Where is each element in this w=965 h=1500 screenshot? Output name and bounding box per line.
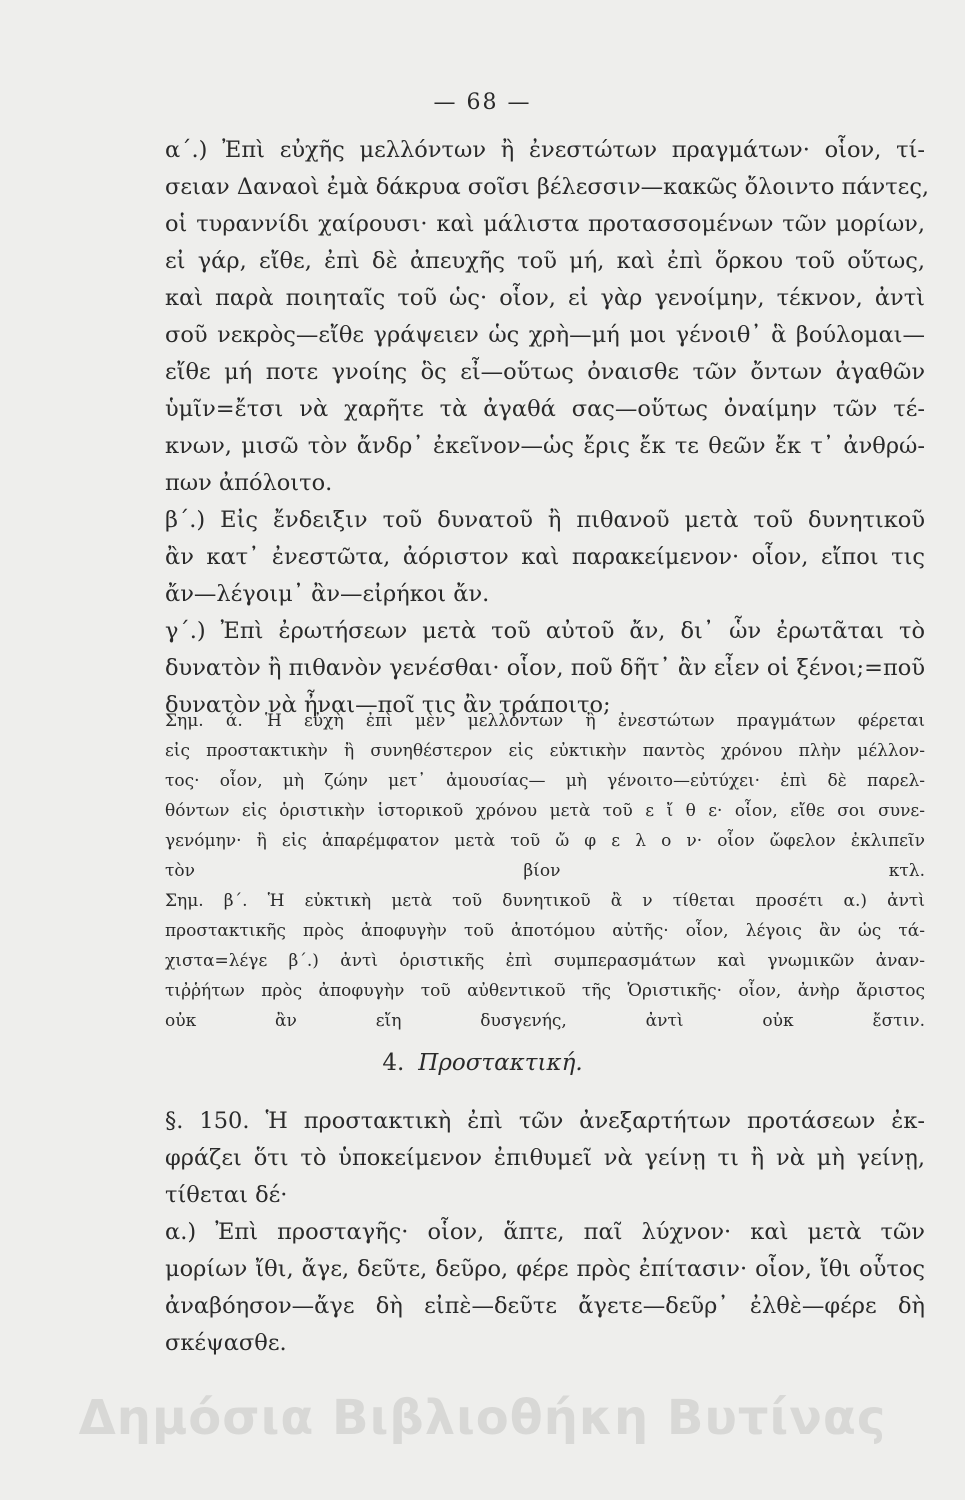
note-line: προστακτικῆς πρὸς ἀποφυγὴν τοῦ ἀποτόμου αὐτῆς· οἷον, λέγοις ἂν ὡς τά- <box>165 921 925 941</box>
page-number: — 68 — <box>433 90 532 115</box>
note-line: γενόμην· ἢ εἰς ἀπαρέμφατον μετὰ τοῦ ὤ φ ε λ ο ν· οἷον ὤφελον ἐκλιπεῖν <box>165 831 925 851</box>
note-line: χιστα=λέγε β΄.) ἀντὶ ὁριστικῆς ἐπὶ συμπερασμάτων καὶ γνωμικῶν ἀναν- <box>165 951 925 971</box>
text-line: γ΄.) Ἐπὶ ἐρωτήσεων μετὰ τοῦ αὐτοῦ ἄν, δι᾽ ὧν ἐρωτᾶται τὸ <box>165 618 925 644</box>
section-title: Προστακτική. <box>418 1050 583 1076</box>
note-line: Σημ. ά. Ἡ εὐχὴ ἐπὶ μὲν μελλόντων ἢ ἐνεστώτων πραγμάτων φέρεται <box>165 711 925 731</box>
text-line: ὑμῖν=ἔτσι νὰ χαρῆτε τὰ ἀγαθά σας—οὕτως ὀναίμην τῶν τέ- <box>165 396 925 422</box>
text-line: πων ἀπόλοιτο. <box>165 470 333 496</box>
note-line: τος· οἷον, μὴ ζώην μετ᾽ ἀμουσίας— μὴ γένοιτο—εὐτύχει· ἐπὶ δὲ παρελ- <box>165 771 925 791</box>
text-line: εἰ γάρ, εἴθε, ἐπὶ δὲ ἀπευχῆς τοῦ μή, καὶ ἐπὶ ὅρκου τοῦ οὕτως, <box>165 248 925 274</box>
text-line: μορίων ἴθι, ἄγε, δεῦτε, δεῦρο, φέρε πρὸς ἐπίτασιν· οἷον, ἴθι οὗτος <box>165 1256 925 1282</box>
text-line: σοῦ νεκρὸς—εἴθε γράψειεν ὡς χρὴ—μή μοι γένοιθ᾽ ἃ βούλομαι— <box>165 322 925 348</box>
note-line: θόντων εἰς ὁριστικὴν ἱστορικοῦ χρόνου μετὰ τοῦ ε ἴ θ ε· οἷον, εἴθε σοι συνε- <box>165 801 925 821</box>
text-line: δυνατὸν νὰ ἦναι—ποῖ τις ἂν τράποιτο; <box>165 692 611 718</box>
text-line: β΄.) Εἰς ἔνδειξιν τοῦ δυνατοῦ ἢ πιθανοῦ μετὰ τοῦ δυνητικοῦ <box>165 507 925 533</box>
text-line: σκέψασθε. <box>165 1330 287 1356</box>
text-line: σειαν Δαναοὶ ἐμὰ δάκρυα σοῖσι βέλεσσιν—κακῶς ὄλοιντο πάντες, <box>165 174 930 200</box>
library-watermark: Δημόσια Βιβλιοθήκη Βυτίνας <box>78 1390 887 1446</box>
text-line: τίθεται δέ· <box>165 1182 288 1208</box>
text-line: α.) Ἐπὶ προσταγῆς· οἷον, ἅπτε, παῖ λύχνον· καὶ μετὰ τῶν <box>165 1219 925 1245</box>
text-line: καὶ παρὰ ποιηταῖς τοῦ ὡς· οἷον, εἰ γὰρ γενοίμην, τέκνον, ἀντὶ <box>165 285 925 311</box>
note-line: οὐκ ἂν εἴη δυσγενής, ἀντὶ οὐκ ἔστιν. <box>165 1011 925 1031</box>
text-line: δυνατὸν ἢ πιθανὸν γενέσθαι· οἷον, ποῦ δῆτ᾽ ἂν εἶεν οἱ ξένοι;=ποῦ <box>165 655 925 681</box>
text-line: §. 150. Ἡ προστακτικὴ ἐπὶ τῶν ἀνεξαρτήτων προτάσεων ἐκ- <box>165 1108 925 1134</box>
text-line: κνων, μισῶ τὸν ἄνδρ᾽ ἐκεῖνον—ὡς ἔρις ἔκ τε θεῶν ἔκ τ᾽ ἀνθρώ- <box>165 433 925 459</box>
text-line: ἄν—λέγοιμ᾽ ἂν—εἰρήκοι ἄν. <box>165 581 490 607</box>
note-line: εἰς προστακτικὴν ἢ συνηθέστερον εἰς εὐκτικὴν παντὸς χρόνου πλὴν μέλλον- <box>165 741 925 761</box>
text-line: α΄.) Ἐπὶ εὐχῆς μελλόντων ἢ ἐνεστώτων πραγμάτων· οἷον, τί- <box>165 137 925 163</box>
section-heading <box>0 1050 965 1076</box>
text-line: οἱ τυραννίδι χαίρουσι· καὶ μάλιστα προτασσομένων τῶν μορίων, <box>165 211 925 237</box>
section-number: 4. <box>382 1050 405 1076</box>
text-line: ἂν κατ᾽ ἐνεστῶτα, ἀόριστον καὶ παρακείμενον· οἷον, εἴποι τις <box>165 544 925 570</box>
note-line: Σημ. β΄. Ἡ εὐκτικὴ μετὰ τοῦ δυνητικοῦ ἂ ν τίθεται προσέτι α.) ἀντὶ <box>165 891 925 911</box>
text-line: ἀναβόησον—ἄγε δὴ εἰπὲ—δεῦτε ἄγετε—δεῦρ᾽ ἐλθὲ—φέρε δὴ <box>165 1293 925 1319</box>
text-line: εἴθε μή ποτε γνοίης ὃς εἶ—οὕτως ὀναισθε τῶν ὄντων ἀγαθῶν <box>165 359 925 385</box>
note-line: τιῤῥήτων πρὸς ἀποφυγὴν τοῦ αὐθεντικοῦ τῆς Ὁριστικῆς· οἷον, ἀνὴρ ἄριστος <box>165 981 925 1001</box>
note-line: τὸν βίον κτλ. <box>165 861 925 881</box>
text-line: φράζει ὅτι τὸ ὑποκείμενον ἐπιθυμεῖ νὰ γείνῃ τι ἢ νὰ μὴ γείνῃ, <box>165 1145 925 1171</box>
